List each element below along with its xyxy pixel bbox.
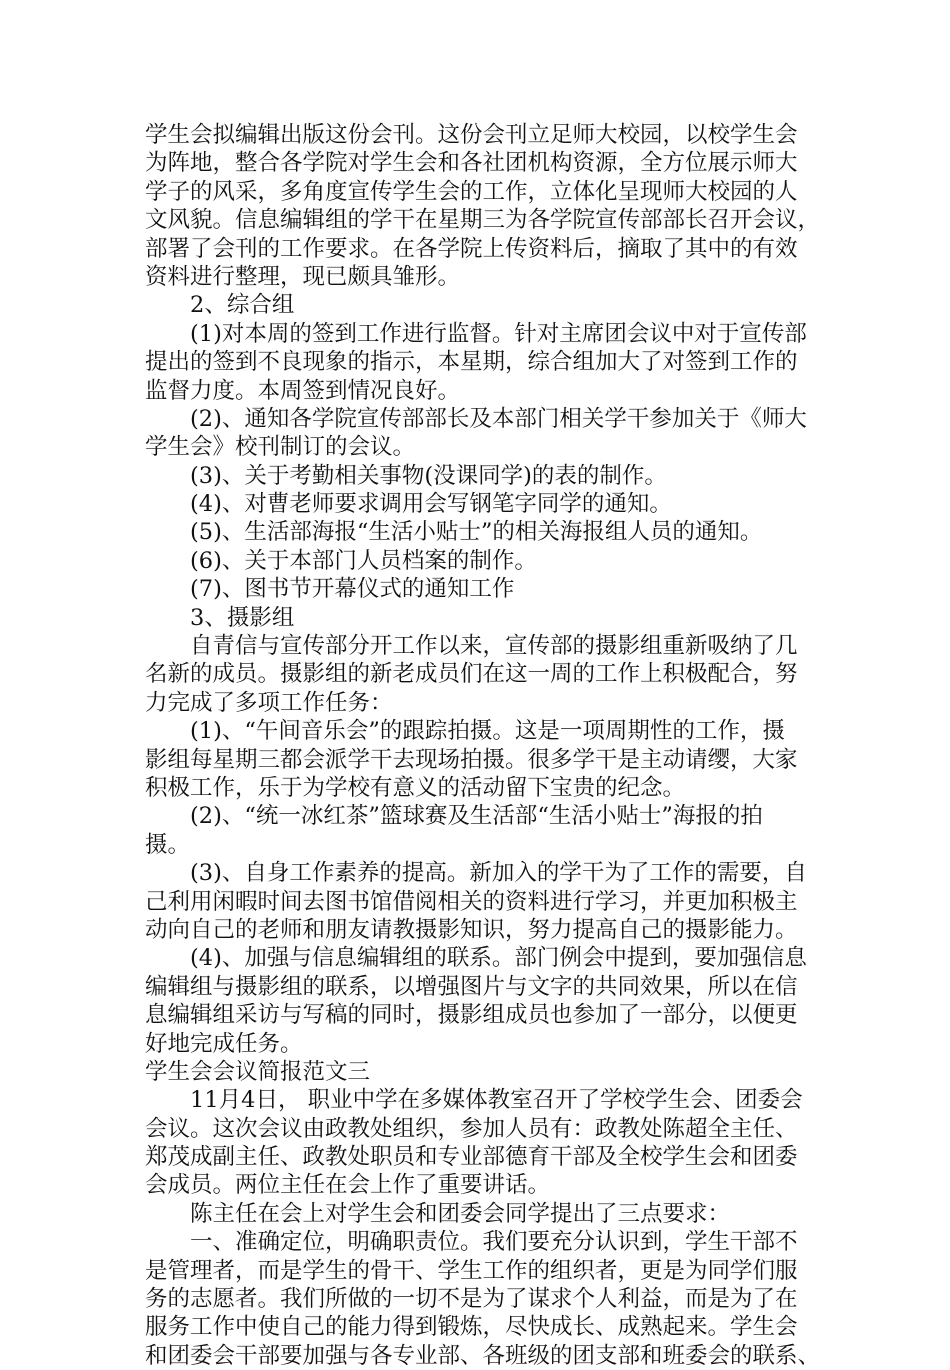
text-line: 学子的风采，多角度宣传学生会的工作，立体化呈现师大校园的人 <box>145 178 798 205</box>
text-line: (1)、“午间音乐会”的跟踪拍摄。这是一项周期性的工作，摄 <box>190 718 785 745</box>
text-line: 监督力度。本周签到情况良好。 <box>145 377 461 404</box>
text-line: 影组每星期三都会派学干去现场拍摄。很多学干是主动请缨，大家 <box>145 746 798 773</box>
text-line: 为阵地，整合各学院对学生会和各社团机构资源，全方位展示师大 <box>145 150 798 177</box>
text-line: 一、准确定位，明确职责位。我们要充分认识到，学生干部不 <box>190 1229 798 1256</box>
text-line: 好地完成任务。 <box>145 1030 303 1057</box>
text-line: 郑茂成副主任、政教处职员和专业部德育干部及全校学生会和团委 <box>145 1144 798 1171</box>
text-line: 己利用闲暇时间去图书馆借阅相关的资料进行学习，并更加积极主 <box>145 888 798 915</box>
text-line: 学生会会议简报范文三 <box>145 1058 371 1085</box>
text-line: 力完成了多项工作任务： <box>145 689 393 716</box>
text-line: 编辑组与摄影组的联系，以增强图片与文字的共同效果，所以在信 <box>145 973 798 1000</box>
text-line: 3、摄影组 <box>190 604 295 631</box>
text-line: 学生会》校刊制订的会议。 <box>145 434 416 461</box>
text-line: 提出的签到不良现象的指示，本星期，综合组加大了对签到工作的 <box>145 349 798 376</box>
text-line: (2)、通知各学院宣传部部长及本部门相关学干参加关于《师大 <box>190 405 807 432</box>
document-body <box>145 121 825 1370</box>
text-line: (4)、加强与信息编辑组的联系。部门例会中提到，要加强信息 <box>190 945 807 972</box>
text-line: 学生会拟编辑出版这份会刊。这份会刊立足师大校园，以校学生会 <box>145 122 798 148</box>
text-line: (3)、自身工作素养的提高。新加入的学干为了工作的需要，自 <box>190 860 807 887</box>
text-line: 务的志愿者。我们所做的一切不是为了谋求个人利益，而是为了在 <box>145 1286 798 1313</box>
text-line: 2、综合组 <box>190 292 295 319</box>
text-line: (1)对本周的签到工作进行监督。针对主席团会议中对于宣传部 <box>190 320 807 347</box>
text-line: (2)、“统一冰红茶”篮球赛及生活部“生活小贴士”海报的拍 <box>190 803 763 830</box>
text-line: 资料进行整理，现已颇具雏形。 <box>145 263 461 290</box>
text-line: 摄。 <box>145 831 191 858</box>
text-line: 息编辑组采访与写稿的同时，摄影组成员也参加了一部分，以便更 <box>145 1002 798 1029</box>
text-line: 11月4日， 职业中学在多媒体教室召开了学校学生会、团委会 <box>190 1087 803 1114</box>
text-line: 和团委会干部要加强与各专业部、各班级的团支部和班委会的联系、 <box>145 1342 821 1369</box>
text-line: 积极工作，乐于为学校有意义的活动留下宝贵的纪念。 <box>145 774 686 801</box>
text-line: 服务工作中使自己的能力得到锻炼，尽快成长、成熟起来。学生会 <box>145 1314 798 1341</box>
text-line: 部署了会刊的工作要求。在各学院上传资料后，摘取了其中的有效 <box>145 235 798 262</box>
text-line: (3)、关于考勤相关事物(没课同学)的表的制作。 <box>190 462 667 489</box>
text-line: 自青信与宣传部分开工作以来，宣传部的摄影组重新吸纳了几 <box>190 633 798 660</box>
text-line: 动向自己的老师和朋友请教摄影知识，努力提高自己的摄影能力。 <box>145 916 798 943</box>
text-line: 是管理者，而是学生的骨干、学生工作的组织者，更是为同学们服 <box>145 1257 798 1284</box>
text-line: 名新的成员。摄影组的新老成员们在这一周的工作上积极配合，努 <box>145 661 798 688</box>
text-line: (4)、对曹老师要求调用会写钢笔字同学的通知。 <box>190 491 672 518</box>
text-line: 会成员。两位主任在会上作了重要讲话。 <box>145 1172 551 1199</box>
text-line: (5)、生活部海报“生活小贴士”的相关海报组人员的通知。 <box>190 519 763 546</box>
text-line: 文风貌。信息编辑组的学干在星期三为各学院宣传部部长召开会议， <box>145 207 821 234</box>
text-line: (7)、图书节开幕仪式的通知工作 <box>190 576 515 603</box>
text-line: 会议。这次会议由政教处组织，参加人员有：政教处陈超全主任、 <box>145 1115 798 1142</box>
text-line: 陈主任在会上对学生会和团委会同学提出了三点要求： <box>190 1200 731 1227</box>
text-line: (6)、关于本部门人员档案的制作。 <box>190 547 537 574</box>
